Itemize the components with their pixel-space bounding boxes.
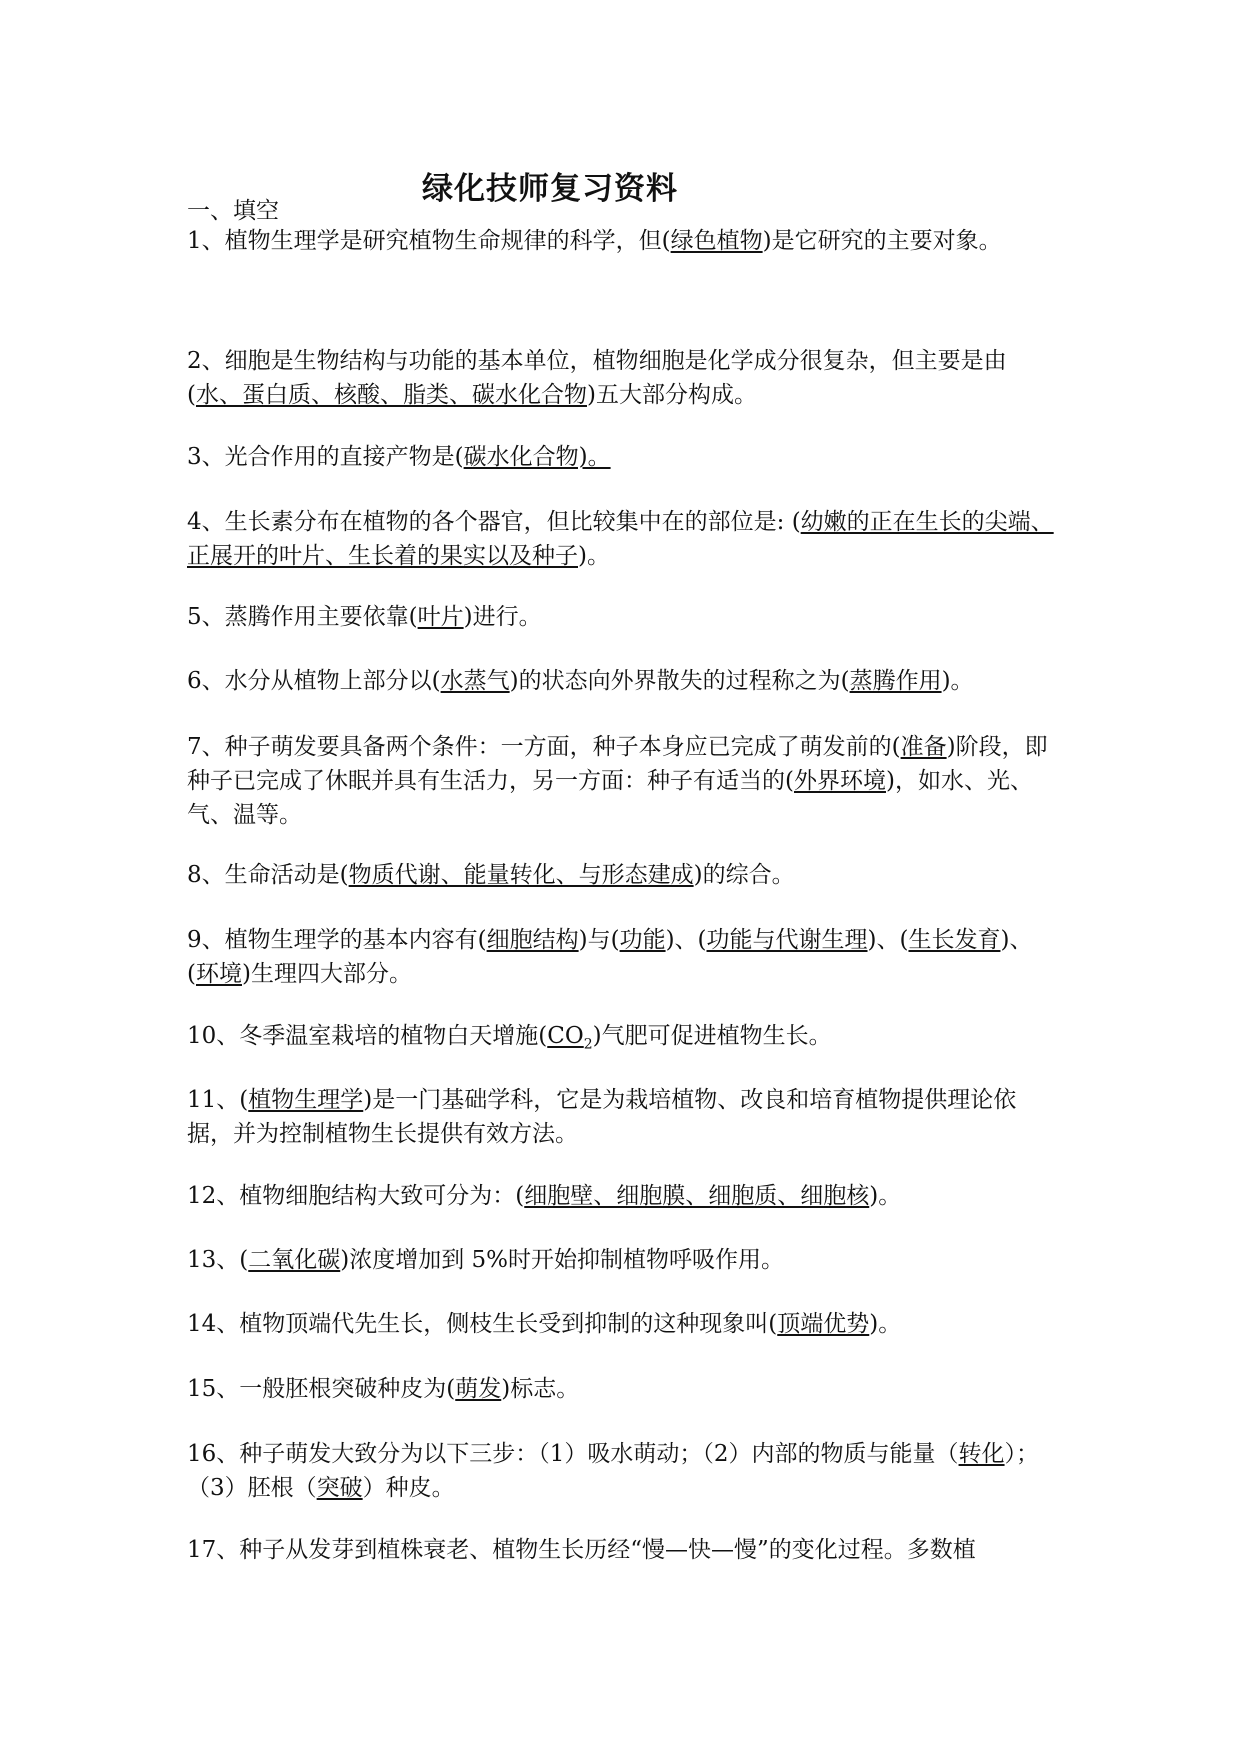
answer: 生长发育: [908, 927, 1001, 953]
question-6: 6、水分从植物上部分以(水蒸气)的状态向外界散失的过程称之为(蒸腾作用)。: [187, 668, 974, 694]
answer: 准备: [900, 734, 947, 760]
answer: 顶端优势: [777, 1311, 870, 1337]
answer: 外界环境: [793, 768, 886, 794]
question-12: 12、植物细胞结构大致可分为：(细胞壁、细胞膜、细胞质、细胞核)。: [187, 1183, 902, 1209]
question-16: 16、种子萌发大致分为以下三步：（1）吸水萌动；（2）内部的物质与能量（转化）；（3）胚根（突破）种皮。: [187, 1441, 1040, 1501]
answer: 物质代谢、能量转化、与形态建成: [348, 862, 694, 888]
answer: 转化: [958, 1441, 1005, 1467]
question-14: 14、植物顶端代先生长，侧枝生长受到抑制的这种现象叫(顶端优势)。: [187, 1311, 902, 1337]
question-2: 2、细胞是生物结构与功能的基本单位，植物细胞是化学成分很复杂，但主要是由(水、蛋白质、核酸、脂类、碳水化合物)五大部分构成。: [187, 348, 1007, 408]
question-13: 13、(二氧化碳)浓度增加到 5%时开始抑制植物呼吸作用。: [187, 1247, 785, 1273]
answer: 水、蛋白质、核酸、脂类、碳水化合物: [195, 382, 587, 408]
answer: 功能: [619, 927, 666, 953]
answer: 植物生理学: [248, 1087, 364, 1113]
answer: 蒸腾作用: [849, 668, 942, 694]
answer: 细胞结构: [486, 927, 579, 953]
document-title: 绿化技师复习资料: [422, 171, 678, 207]
question-10: 10、冬季温室栽培的植物白天增施$(CO_2)$气肥可促进植物生长。: [187, 1023, 832, 1053]
answer: 突破: [316, 1475, 363, 1501]
question-1: 1、植物生理学是研究植物生命规律的科学，但(绿色植物)是它研究的主要对象。: [187, 228, 1002, 254]
question-9: 9、植物生理学的基本内容有(细胞结构)与(功能)、(功能与代谢生理)、(生长发育)、(环境)生理四大部分。: [187, 927, 1033, 987]
answer: 功能与代谢生理: [706, 927, 868, 953]
question-4: 4、生长素分布在植物的各个器官，但比较集中在的部位是: (幼嫩的正在生长的尖端、正展开的叶片、生长着的果实以及种子)。: [187, 509, 1054, 569]
answer: 叶片: [417, 604, 464, 630]
question-15: 15、一般胚根突破种皮为(萌发)标志。: [187, 1376, 580, 1402]
question-11: 11、(植物生理学)是一门基础学科，它是为栽培植物、改良和培育植物提供理论依据，并为控制植物生长提供有效方法。: [187, 1087, 1017, 1147]
question-3: 3、光合作用的直接产物是(碳水化合物)。: [187, 444, 611, 470]
question-5: 5、蒸腾作用主要依靠(叶片)进行。: [187, 604, 542, 630]
answer: 碳水化合物)。: [463, 444, 611, 470]
answer: 水蒸气: [440, 668, 510, 694]
answer: 二氧化碳: [248, 1247, 341, 1273]
answer: $CO_2$: [547, 1023, 593, 1053]
answer: 萌发: [455, 1376, 502, 1402]
answer: 环境: [195, 961, 242, 987]
question-8: 8、生命活动是(物质代谢、能量转化、与形态建成)的综合。: [187, 862, 795, 888]
answer: 细胞壁、细胞膜、细胞质、细胞核: [524, 1183, 870, 1209]
section-heading: 一、填空: [187, 198, 279, 224]
answer: 绿色植物: [670, 228, 763, 254]
question-17: 17、种子从发芽到植株衰老、植物生长历经“慢—快—慢”的变化过程。多数植: [187, 1537, 976, 1563]
answer: 幼嫩的正在生长的尖端、正展开的叶片、生长着的果实以及种子: [187, 509, 1054, 569]
question-7: 7、种子萌发要具备两个条件：一方面，种子本身应已完成了萌发前的(准备)阶段，即种子已完成了休眠并具有生活力，另一方面：种子有适当的(外界环境)，如水、光、气、温等。: [187, 734, 1048, 828]
